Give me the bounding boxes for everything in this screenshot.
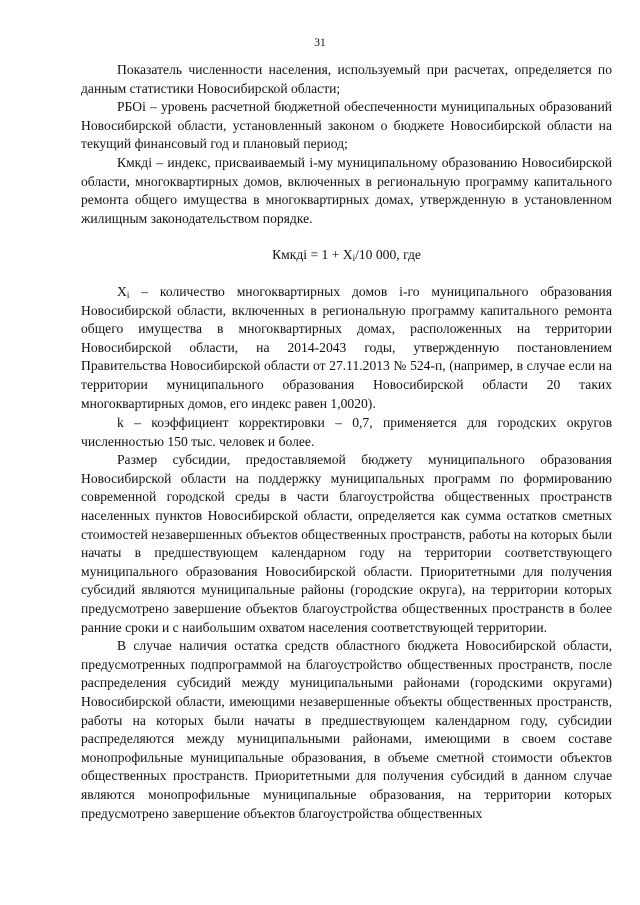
formula-rhs: /10 000, где	[355, 247, 421, 263]
formula-subscript: i	[352, 253, 356, 264]
formula-kmkd	[81, 246, 612, 265]
variable-x: X	[117, 283, 127, 299]
formula-lhs: Кмкдi = 1 + X	[272, 247, 353, 263]
document-body	[81, 61, 612, 823]
paragraph-kmkd-definition: Кмкдi – индекс, присваиваемый i-му муниципальному образованию Новосибирской области, многоквартирных домов, включенных в региональную программу капитального ремонта общего имущества в многоквартирных домах, утвержденную в установленном жилищным законодательством порядке.	[81, 154, 612, 226]
paragraph-xi-text: – количество многоквартирных домов i-го муниципального образования Новосибирской области, включенных в региональную программу капитального ремонта общего имущества в многоквартирных домах, расположенных на территории Новосибирской области, на 2014-2043 годы, утвержденную постановлением Правительства Новосибирской области от 27.11.2013 № 524-п, (например, в случае если на территории муниципального образования Новосибирской области 20 таких многоквартирных домов, его индекс равен 1,0020).	[81, 283, 612, 411]
page-number: 31	[314, 37, 326, 49]
paragraph-xi-definition	[81, 283, 612, 413]
paragraph-rbo-definition: РБОi – уровень расчетной бюджетной обеспеченности муниципальных образований Новосибирской области, установленный законом о бюджете Новосибирской области на текущий финансовый год и плановый период;	[81, 99, 612, 152]
paragraph-k-coefficient: k – коэффициент корректировки – 0,7, применяется для городских округов численностью 150 тыс. человек и более.	[81, 415, 612, 449]
paragraph-remaining-funds: В случае наличия остатка средств областного бюджета Новосибирской области, предусмотренных подпрограммой на благоустройство общественных пространств, после распределения субсидий между муниципальными районами (городскими округами) Новосибирской области, имеющими незавершенные объекты общественных пространств, работы на которых были начаты в предшествующем календарном году, субсидии распределяются между муниципальными районами, имеющими в своем составе монопрофильные муниципальные образования, в объеме сметной стоимости объектов общественных пространств. Приоритетными для получения субсидий в данном случае являются монопрофильные муниципальные образования, на территории которых предусмотрено завершение объектов благоустройства общественных	[81, 638, 612, 821]
paragraph-subsidy-size: Размер субсидии, предоставляемой бюджету муниципального образования Новосибирской области на поддержку муниципальных программ по формированию современной городской среды в части благоустройства общественных пространств населенных пунктов Новосибирской области, определяется как сумма остатков сметных стоимостей незавершенных объектов общественных пространств, работы на которых были начаты в предшествующем календарном году на территории соответствующего муниципального образования Новосибирской области. Приоритетными для получения субсидий являются муниципальные районы (городские округа), на территории которых предусмотрено завершение объектов благоустройства общественных пространств в более ранние сроки и с наибольшим охватом населения соответствующей территории.	[81, 452, 612, 635]
variable-x-subscript: i	[126, 289, 130, 300]
paragraph-population-indicator: Показатель численности населения, используемый при расчетах, определяется по данным статистики Новосибирской области;	[81, 62, 612, 96]
